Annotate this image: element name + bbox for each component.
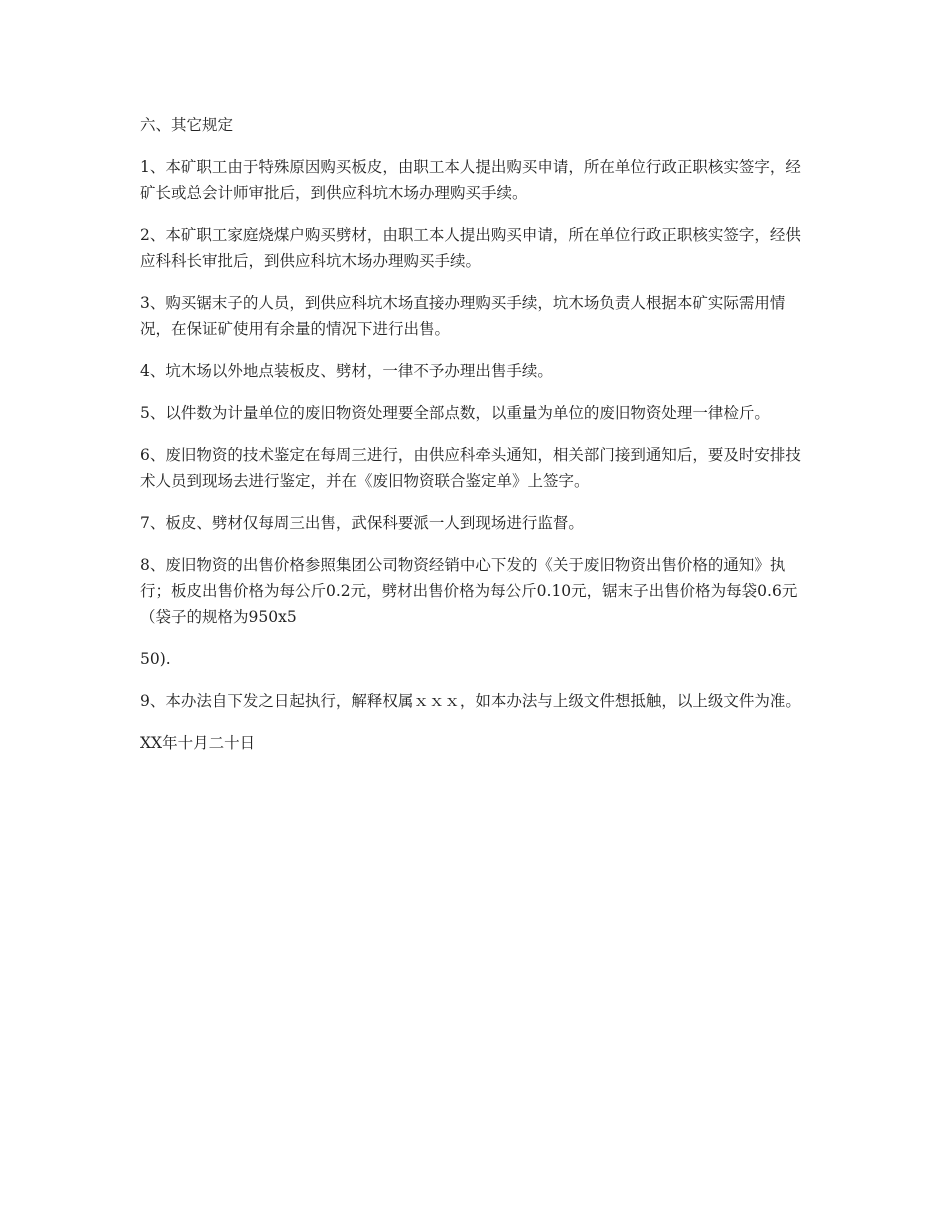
document-body (140, 112, 805, 772)
paragraph-rule-2: 2、本矿职工家庭烧煤户购买劈材，由职工本人提出购买申请，所在单位行政正职核实签字，经供应科科长审批后，到供应科坑木场办理购买手续。 (140, 226, 801, 270)
paragraph-rule-8-continued: 50). (140, 650, 171, 668)
paragraph-rule-5: 5、以件数为计量单位的废旧物资处理要全部点数，以重量为单位的废旧物资处理一律检斤。 (140, 404, 770, 422)
document-date: XX年十月二十日 (140, 734, 256, 752)
paragraph-rule-9: 9、本办法自下发之日起执行，解释权属ｘｘｘ，如本办法与上级文件想抵触，以上级文件为准。 (140, 692, 801, 710)
section-heading: 六、其它规定 (140, 116, 234, 134)
paragraph-rule-4: 4、坑木场以外地点装板皮、劈材，一律不予办理出售手续。 (140, 362, 553, 380)
paragraph-rule-8: 8、废旧物资的出售价格参照集团公司物资经销中心下发的《关于废旧物资出售价格的通知》执行；板皮出售价格为每公斤0.2元，劈材出售价格为每公斤0.10元，锯末子出售价格为每袋0.6元（袋子的规格为950x5 (140, 556, 798, 626)
paragraph-rule-7: 7、板皮、劈材仅每周三出售，武保科要派一人到现场进行监督。 (140, 514, 584, 532)
paragraph-rule-3: 3、购买锯末子的人员，到供应科坑木场直接办理购买手续，坑木场负责人根据本矿实际需用情况，在保证矿使用有余量的情况下进行出售。 (140, 294, 786, 338)
paragraph-rule-1: 1、本矿职工由于特殊原因购买板皮，由职工本人提出购买申请，所在单位行政正职核实签字，经矿长或总会计师审批后，到供应科坑木场办理购买手续。 (140, 158, 801, 202)
paragraph-rule-6: 6、废旧物资的技术鉴定在每周三进行，由供应科牵头通知，相关部门接到通知后，要及时安排技术人员到现场去进行鉴定，并在《废旧物资联合鉴定单》上签字。 (140, 446, 801, 490)
